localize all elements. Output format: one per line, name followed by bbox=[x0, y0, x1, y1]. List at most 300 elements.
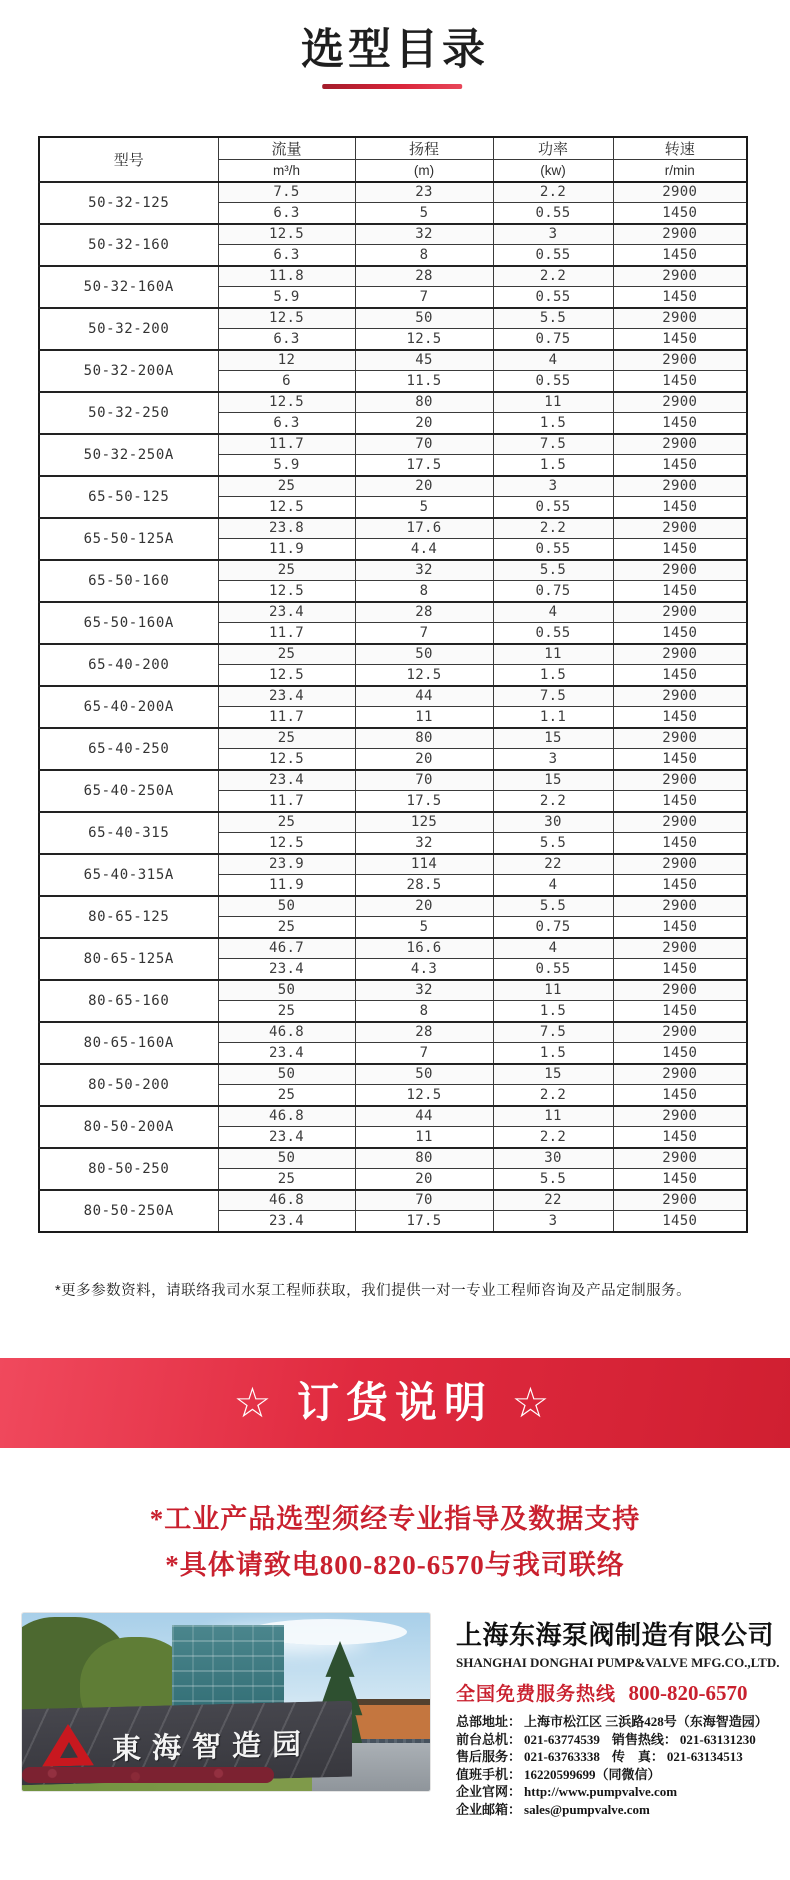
service-hotline bbox=[456, 1679, 768, 1706]
value-cell: 25 bbox=[218, 560, 355, 581]
company-info bbox=[456, 1615, 780, 1819]
value-cell: 2900 bbox=[613, 896, 747, 917]
model-cell: 50-32-250A bbox=[39, 434, 218, 476]
value-cell: 1450 bbox=[613, 539, 747, 560]
value-cell: 44 bbox=[355, 1106, 493, 1127]
table-row bbox=[39, 770, 747, 791]
value-cell: 46.8 bbox=[218, 1106, 355, 1127]
model-cell: 65-40-200 bbox=[39, 644, 218, 686]
footnote: *更多参数资料，请联络我司水泵工程师获取，我们提供一对一专业工程师咨询及产品定制服务。 bbox=[55, 1283, 692, 1299]
header-flow: 流量 bbox=[218, 137, 355, 160]
value-cell: 11.7 bbox=[218, 791, 355, 812]
value-cell: 1450 bbox=[613, 791, 747, 812]
model-cell: 50-32-200 bbox=[39, 308, 218, 350]
value-cell: 1450 bbox=[613, 875, 747, 896]
value-cell: 0.75 bbox=[493, 917, 613, 938]
value-cell: 11 bbox=[493, 980, 613, 1001]
table-row bbox=[39, 896, 747, 917]
value-cell: 7.5 bbox=[218, 182, 355, 203]
table-row bbox=[39, 728, 747, 749]
value-cell: 1.5 bbox=[493, 665, 613, 686]
value-cell: 1450 bbox=[613, 833, 747, 854]
value-cell: 44 bbox=[355, 686, 493, 707]
value-cell: 25 bbox=[218, 728, 355, 749]
value-cell: 11.9 bbox=[218, 539, 355, 560]
table-row bbox=[39, 812, 747, 833]
value-cell: 28 bbox=[355, 1022, 493, 1043]
value-cell: 70 bbox=[355, 1190, 493, 1211]
contact-value: sales@pumpvalve.com bbox=[524, 1801, 650, 1817]
value-cell: 1450 bbox=[613, 959, 747, 980]
value-cell: 11 bbox=[493, 1106, 613, 1127]
model-cell: 65-40-250 bbox=[39, 728, 218, 770]
value-cell: 2900 bbox=[613, 1022, 747, 1043]
value-cell: 2900 bbox=[613, 350, 747, 371]
value-cell: 23.4 bbox=[218, 1127, 355, 1148]
value-cell: 2900 bbox=[613, 812, 747, 833]
value-cell: 50 bbox=[218, 980, 355, 1001]
value-cell: 6.3 bbox=[218, 245, 355, 266]
value-cell: 5.5 bbox=[493, 308, 613, 329]
model-cell: 80-65-160A bbox=[39, 1022, 218, 1064]
value-cell: 0.75 bbox=[493, 581, 613, 602]
value-cell: 3 bbox=[493, 476, 613, 497]
value-cell: 23.8 bbox=[218, 518, 355, 539]
contact-list bbox=[456, 1713, 768, 1819]
value-cell: 3 bbox=[493, 1211, 613, 1232]
photo-shrubs bbox=[22, 1767, 274, 1783]
value-cell: 12.5 bbox=[355, 665, 493, 686]
value-cell: 5 bbox=[355, 917, 493, 938]
value-cell: 25 bbox=[218, 476, 355, 497]
value-cell: 50 bbox=[355, 1064, 493, 1085]
table-row bbox=[39, 308, 747, 329]
value-cell: 6.3 bbox=[218, 203, 355, 224]
model-cell: 65-40-315 bbox=[39, 812, 218, 854]
value-cell: 4 bbox=[493, 875, 613, 896]
value-cell: 125 bbox=[355, 812, 493, 833]
value-cell: 12.5 bbox=[218, 833, 355, 854]
value-cell: 25 bbox=[218, 644, 355, 665]
selection-table bbox=[38, 136, 748, 1233]
table-header-row bbox=[39, 137, 747, 160]
contact-value: 16220599699（同微信） bbox=[524, 1766, 661, 1782]
value-cell: 32 bbox=[355, 833, 493, 854]
value-cell: 17.5 bbox=[355, 1211, 493, 1232]
value-cell: 12.5 bbox=[355, 329, 493, 350]
value-cell: 2900 bbox=[613, 182, 747, 203]
contact-label: 值班手机： bbox=[456, 1766, 522, 1782]
value-cell: 3 bbox=[493, 224, 613, 245]
value-cell: 50 bbox=[218, 1148, 355, 1169]
table-row bbox=[39, 854, 747, 875]
contact-value: 021-63763338 bbox=[524, 1749, 600, 1765]
value-cell: 2900 bbox=[613, 434, 747, 455]
value-cell: 11 bbox=[493, 392, 613, 413]
value-cell: 46.8 bbox=[218, 1190, 355, 1211]
value-cell: 11.9 bbox=[218, 875, 355, 896]
value-cell: 0.75 bbox=[493, 329, 613, 350]
value-cell: 28.5 bbox=[355, 875, 493, 896]
model-cell: 65-50-125 bbox=[39, 476, 218, 518]
value-cell: 80 bbox=[355, 728, 493, 749]
value-cell: 7 bbox=[355, 1043, 493, 1064]
value-cell: 2900 bbox=[613, 266, 747, 287]
value-cell: 4 bbox=[493, 350, 613, 371]
unit-power: (kw) bbox=[493, 160, 613, 182]
hotline-label: 全国免费服务热线 bbox=[456, 1684, 617, 1705]
value-cell: 7.5 bbox=[493, 1022, 613, 1043]
contact-line bbox=[456, 1748, 768, 1766]
value-cell: 1.5 bbox=[493, 1043, 613, 1064]
value-cell: 11.5 bbox=[355, 371, 493, 392]
table-row bbox=[39, 392, 747, 413]
model-cell: 80-50-250 bbox=[39, 1148, 218, 1190]
value-cell: 5.9 bbox=[218, 455, 355, 476]
model-cell: 50-32-250 bbox=[39, 392, 218, 434]
value-cell: 1450 bbox=[613, 749, 747, 770]
value-cell: 15 bbox=[493, 1064, 613, 1085]
value-cell: 2900 bbox=[613, 476, 747, 497]
value-cell: 32 bbox=[355, 980, 493, 1001]
value-cell: 25 bbox=[218, 812, 355, 833]
value-cell: 1450 bbox=[613, 203, 747, 224]
value-cell: 8 bbox=[355, 581, 493, 602]
table-row bbox=[39, 350, 747, 371]
value-cell: 23.4 bbox=[218, 770, 355, 791]
value-cell: 70 bbox=[355, 770, 493, 791]
value-cell: 2900 bbox=[613, 518, 747, 539]
model-cell: 65-40-200A bbox=[39, 686, 218, 728]
value-cell: 20 bbox=[355, 896, 493, 917]
value-cell: 5 bbox=[355, 497, 493, 518]
value-cell: 11 bbox=[493, 644, 613, 665]
value-cell: 1450 bbox=[613, 1127, 747, 1148]
value-cell: 11 bbox=[355, 707, 493, 728]
order-note-2: *具体请致电800-820-6570与我司联络 bbox=[165, 1550, 625, 1580]
table-row bbox=[39, 1190, 747, 1211]
value-cell: 23.4 bbox=[218, 1211, 355, 1232]
value-cell: 80 bbox=[355, 1148, 493, 1169]
value-cell: 0.55 bbox=[493, 623, 613, 644]
value-cell: 15 bbox=[493, 770, 613, 791]
value-cell: 5.5 bbox=[493, 833, 613, 854]
value-cell: 80 bbox=[355, 392, 493, 413]
value-cell: 12.5 bbox=[218, 224, 355, 245]
value-cell: 2900 bbox=[613, 686, 747, 707]
value-cell: 12.5 bbox=[218, 749, 355, 770]
value-cell: 2900 bbox=[613, 980, 747, 1001]
value-cell: 2.2 bbox=[493, 1085, 613, 1106]
value-cell: 1450 bbox=[613, 371, 747, 392]
value-cell: 32 bbox=[355, 560, 493, 581]
contact-label: 企业邮箱： bbox=[456, 1801, 522, 1817]
unit-speed: r/min bbox=[613, 160, 747, 182]
value-cell: 23.4 bbox=[218, 686, 355, 707]
model-cell: 65-50-160A bbox=[39, 602, 218, 644]
table-row bbox=[39, 224, 747, 245]
value-cell: 6.3 bbox=[218, 413, 355, 434]
value-cell: 25 bbox=[218, 1169, 355, 1190]
value-cell: 1450 bbox=[613, 707, 747, 728]
value-cell: 2900 bbox=[613, 392, 747, 413]
value-cell: 5 bbox=[355, 203, 493, 224]
value-cell: 12.5 bbox=[355, 1085, 493, 1106]
value-cell: 12.5 bbox=[218, 581, 355, 602]
value-cell: 1450 bbox=[613, 245, 747, 266]
value-cell: 11 bbox=[355, 1127, 493, 1148]
value-cell: 8 bbox=[355, 245, 493, 266]
value-cell: 12.5 bbox=[218, 665, 355, 686]
value-cell: 2900 bbox=[613, 602, 747, 623]
model-cell: 80-50-250A bbox=[39, 1190, 218, 1232]
table-row bbox=[39, 644, 747, 665]
value-cell: 23 bbox=[355, 182, 493, 203]
unit-head: (m) bbox=[355, 160, 493, 182]
contact-line bbox=[456, 1713, 768, 1731]
value-cell: 17.5 bbox=[355, 791, 493, 812]
facility-photo bbox=[22, 1613, 430, 1791]
value-cell: 20 bbox=[355, 413, 493, 434]
value-cell: 2900 bbox=[613, 224, 747, 245]
value-cell: 6 bbox=[218, 371, 355, 392]
contact-value: http://www.pumpvalve.com bbox=[524, 1784, 678, 1800]
value-cell: 5.5 bbox=[493, 1169, 613, 1190]
value-cell: 6.3 bbox=[218, 329, 355, 350]
value-cell: 1450 bbox=[613, 1211, 747, 1232]
value-cell: 3 bbox=[493, 749, 613, 770]
value-cell: 0.55 bbox=[493, 497, 613, 518]
value-cell: 11.8 bbox=[218, 266, 355, 287]
value-cell: 30 bbox=[493, 1148, 613, 1169]
table-row bbox=[39, 518, 747, 539]
value-cell: 2.2 bbox=[493, 1127, 613, 1148]
value-cell: 2.2 bbox=[493, 182, 613, 203]
value-cell: 7.5 bbox=[493, 434, 613, 455]
value-cell: 4.4 bbox=[355, 539, 493, 560]
contact-line bbox=[456, 1801, 768, 1819]
table-row bbox=[39, 560, 747, 581]
contact-value: 021-63131230 bbox=[679, 1731, 756, 1747]
value-cell: 22 bbox=[493, 1190, 613, 1211]
value-cell: 7 bbox=[355, 287, 493, 308]
value-cell: 12.5 bbox=[218, 392, 355, 413]
table-row bbox=[39, 980, 747, 1001]
value-cell: 7 bbox=[355, 623, 493, 644]
value-cell: 46.7 bbox=[218, 938, 355, 959]
order-banner bbox=[0, 1358, 790, 1448]
value-cell: 12.5 bbox=[218, 308, 355, 329]
table-row bbox=[39, 938, 747, 959]
model-cell: 80-65-125 bbox=[39, 896, 218, 938]
model-cell: 50-32-160A bbox=[39, 266, 218, 308]
table-row bbox=[39, 434, 747, 455]
value-cell: 12 bbox=[218, 350, 355, 371]
value-cell: 2.2 bbox=[493, 518, 613, 539]
table-row bbox=[39, 602, 747, 623]
value-cell: 2900 bbox=[613, 560, 747, 581]
contact-label: 售后服务： bbox=[456, 1749, 522, 1765]
model-cell: 80-65-160 bbox=[39, 980, 218, 1022]
spec-table-body bbox=[39, 182, 747, 1232]
value-cell: 1450 bbox=[613, 455, 747, 476]
value-cell: 1450 bbox=[613, 623, 747, 644]
value-cell: 11.7 bbox=[218, 707, 355, 728]
value-cell: 2900 bbox=[613, 854, 747, 875]
value-cell: 28 bbox=[355, 266, 493, 287]
value-cell: 1450 bbox=[613, 1085, 747, 1106]
value-cell: 25 bbox=[218, 917, 355, 938]
value-cell: 2900 bbox=[613, 308, 747, 329]
contact-line bbox=[456, 1766, 768, 1784]
table-row bbox=[39, 686, 747, 707]
value-cell: 25 bbox=[218, 1085, 355, 1106]
value-cell: 0.55 bbox=[493, 371, 613, 392]
page-title: 选型目录 bbox=[301, 26, 489, 74]
table-row bbox=[39, 1148, 747, 1169]
header-head: 扬程 bbox=[355, 137, 493, 160]
contact-value: 上海市松江区 三浜路428号（东海智造园） bbox=[524, 1714, 768, 1729]
model-cell: 80-50-200A bbox=[39, 1106, 218, 1148]
contact-value: 021-63774539 bbox=[524, 1731, 600, 1747]
value-cell: 70 bbox=[355, 434, 493, 455]
model-cell: 50-32-160 bbox=[39, 224, 218, 266]
model-cell: 50-32-125 bbox=[39, 182, 218, 224]
value-cell: 1.5 bbox=[493, 455, 613, 476]
contact-line bbox=[456, 1731, 768, 1749]
table-row bbox=[39, 182, 747, 203]
value-cell: 2900 bbox=[613, 1190, 747, 1211]
value-cell: 1450 bbox=[613, 1169, 747, 1190]
value-cell: 1450 bbox=[613, 917, 747, 938]
value-cell: 16.6 bbox=[355, 938, 493, 959]
value-cell: 1.1 bbox=[493, 707, 613, 728]
value-cell: 2900 bbox=[613, 728, 747, 749]
contact-label: 销售热线： bbox=[611, 1731, 677, 1747]
value-cell: 50 bbox=[218, 896, 355, 917]
value-cell: 46.8 bbox=[218, 1022, 355, 1043]
model-cell: 65-40-315A bbox=[39, 854, 218, 896]
value-cell: 1450 bbox=[613, 1043, 747, 1064]
value-cell: 25 bbox=[218, 1001, 355, 1022]
value-cell: 2900 bbox=[613, 938, 747, 959]
value-cell: 2.2 bbox=[493, 791, 613, 812]
model-cell: 50-32-200A bbox=[39, 350, 218, 392]
value-cell: 2900 bbox=[613, 1064, 747, 1085]
value-cell: 23.4 bbox=[218, 602, 355, 623]
header-model: 型号 bbox=[39, 137, 218, 182]
value-cell: 12.5 bbox=[218, 497, 355, 518]
value-cell: 114 bbox=[355, 854, 493, 875]
contact-label: 企业官网： bbox=[456, 1784, 522, 1800]
value-cell: 1450 bbox=[613, 497, 747, 518]
value-cell: 15 bbox=[493, 728, 613, 749]
value-cell: 1.5 bbox=[493, 413, 613, 434]
value-cell: 17.6 bbox=[355, 518, 493, 539]
value-cell: 23.4 bbox=[218, 959, 355, 980]
table-row bbox=[39, 1106, 747, 1127]
value-cell: 2900 bbox=[613, 770, 747, 791]
order-notes bbox=[0, 1496, 790, 1588]
value-cell: 2900 bbox=[613, 1148, 747, 1169]
value-cell: 50 bbox=[355, 308, 493, 329]
value-cell: 0.55 bbox=[493, 245, 613, 266]
value-cell: 23.9 bbox=[218, 854, 355, 875]
company-name: 上海东海泵阀制造有限公司 bbox=[456, 1620, 775, 1650]
value-cell: 2900 bbox=[613, 644, 747, 665]
table-row bbox=[39, 1022, 747, 1043]
header-power: 功率 bbox=[493, 137, 613, 160]
model-cell: 65-40-250A bbox=[39, 770, 218, 812]
value-cell: 0.55 bbox=[493, 959, 613, 980]
value-cell: 5.9 bbox=[218, 287, 355, 308]
value-cell: 8 bbox=[355, 1001, 493, 1022]
table-row bbox=[39, 1064, 747, 1085]
value-cell: 1450 bbox=[613, 287, 747, 308]
value-cell: 4.3 bbox=[355, 959, 493, 980]
value-cell: 0.55 bbox=[493, 539, 613, 560]
title-underline-accent bbox=[322, 84, 462, 89]
value-cell: 28 bbox=[355, 602, 493, 623]
value-cell: 20 bbox=[355, 1169, 493, 1190]
photo-sign-text: 東海智造园 bbox=[112, 1728, 313, 1766]
value-cell: 11.7 bbox=[218, 623, 355, 644]
value-cell: 1450 bbox=[613, 665, 747, 686]
value-cell: 50 bbox=[355, 644, 493, 665]
value-cell: 45 bbox=[355, 350, 493, 371]
value-cell: 50 bbox=[218, 1064, 355, 1085]
unit-flow: m³/h bbox=[218, 160, 355, 182]
model-cell: 65-50-125A bbox=[39, 518, 218, 560]
value-cell: 5.5 bbox=[493, 896, 613, 917]
value-cell: 2.2 bbox=[493, 266, 613, 287]
value-cell: 32 bbox=[355, 224, 493, 245]
value-cell: 1.5 bbox=[493, 1001, 613, 1022]
contact-label: 前台总机： bbox=[456, 1731, 522, 1747]
value-cell: 11.7 bbox=[218, 434, 355, 455]
hotline-number: 800-820-6570 bbox=[628, 1681, 748, 1705]
value-cell: 0.55 bbox=[493, 203, 613, 224]
contact-label: 传 真： bbox=[611, 1749, 664, 1765]
header-speed: 转速 bbox=[613, 137, 747, 160]
contact-value: 021-63134513 bbox=[666, 1749, 743, 1765]
contact-line bbox=[456, 1783, 768, 1801]
value-cell: 5.5 bbox=[493, 560, 613, 581]
value-cell: 20 bbox=[355, 749, 493, 770]
model-cell: 80-50-200 bbox=[39, 1064, 218, 1106]
value-cell: 4 bbox=[493, 938, 613, 959]
value-cell: 1450 bbox=[613, 413, 747, 434]
model-cell: 65-50-160 bbox=[39, 560, 218, 602]
company-name-en: SHANGHAI DONGHAI PUMP&VALVE MFG.CO.,LTD. bbox=[456, 1655, 780, 1670]
value-cell: 23.4 bbox=[218, 1043, 355, 1064]
order-banner-title: ☆ 订货说明 ☆ bbox=[233, 1379, 557, 1426]
value-cell: 4 bbox=[493, 602, 613, 623]
table-row bbox=[39, 476, 747, 497]
value-cell: 1450 bbox=[613, 1001, 747, 1022]
value-cell: 1450 bbox=[613, 329, 747, 350]
value-cell: 17.5 bbox=[355, 455, 493, 476]
value-cell: 22 bbox=[493, 854, 613, 875]
value-cell: 7.5 bbox=[493, 686, 613, 707]
model-cell: 80-65-125A bbox=[39, 938, 218, 980]
value-cell: 20 bbox=[355, 476, 493, 497]
order-note-1: *工业产品选型须经专业指导及数据支持 bbox=[149, 1504, 641, 1534]
value-cell: 1450 bbox=[613, 581, 747, 602]
value-cell: 0.55 bbox=[493, 287, 613, 308]
value-cell: 30 bbox=[493, 812, 613, 833]
contact-label: 总部地址： bbox=[456, 1714, 522, 1729]
